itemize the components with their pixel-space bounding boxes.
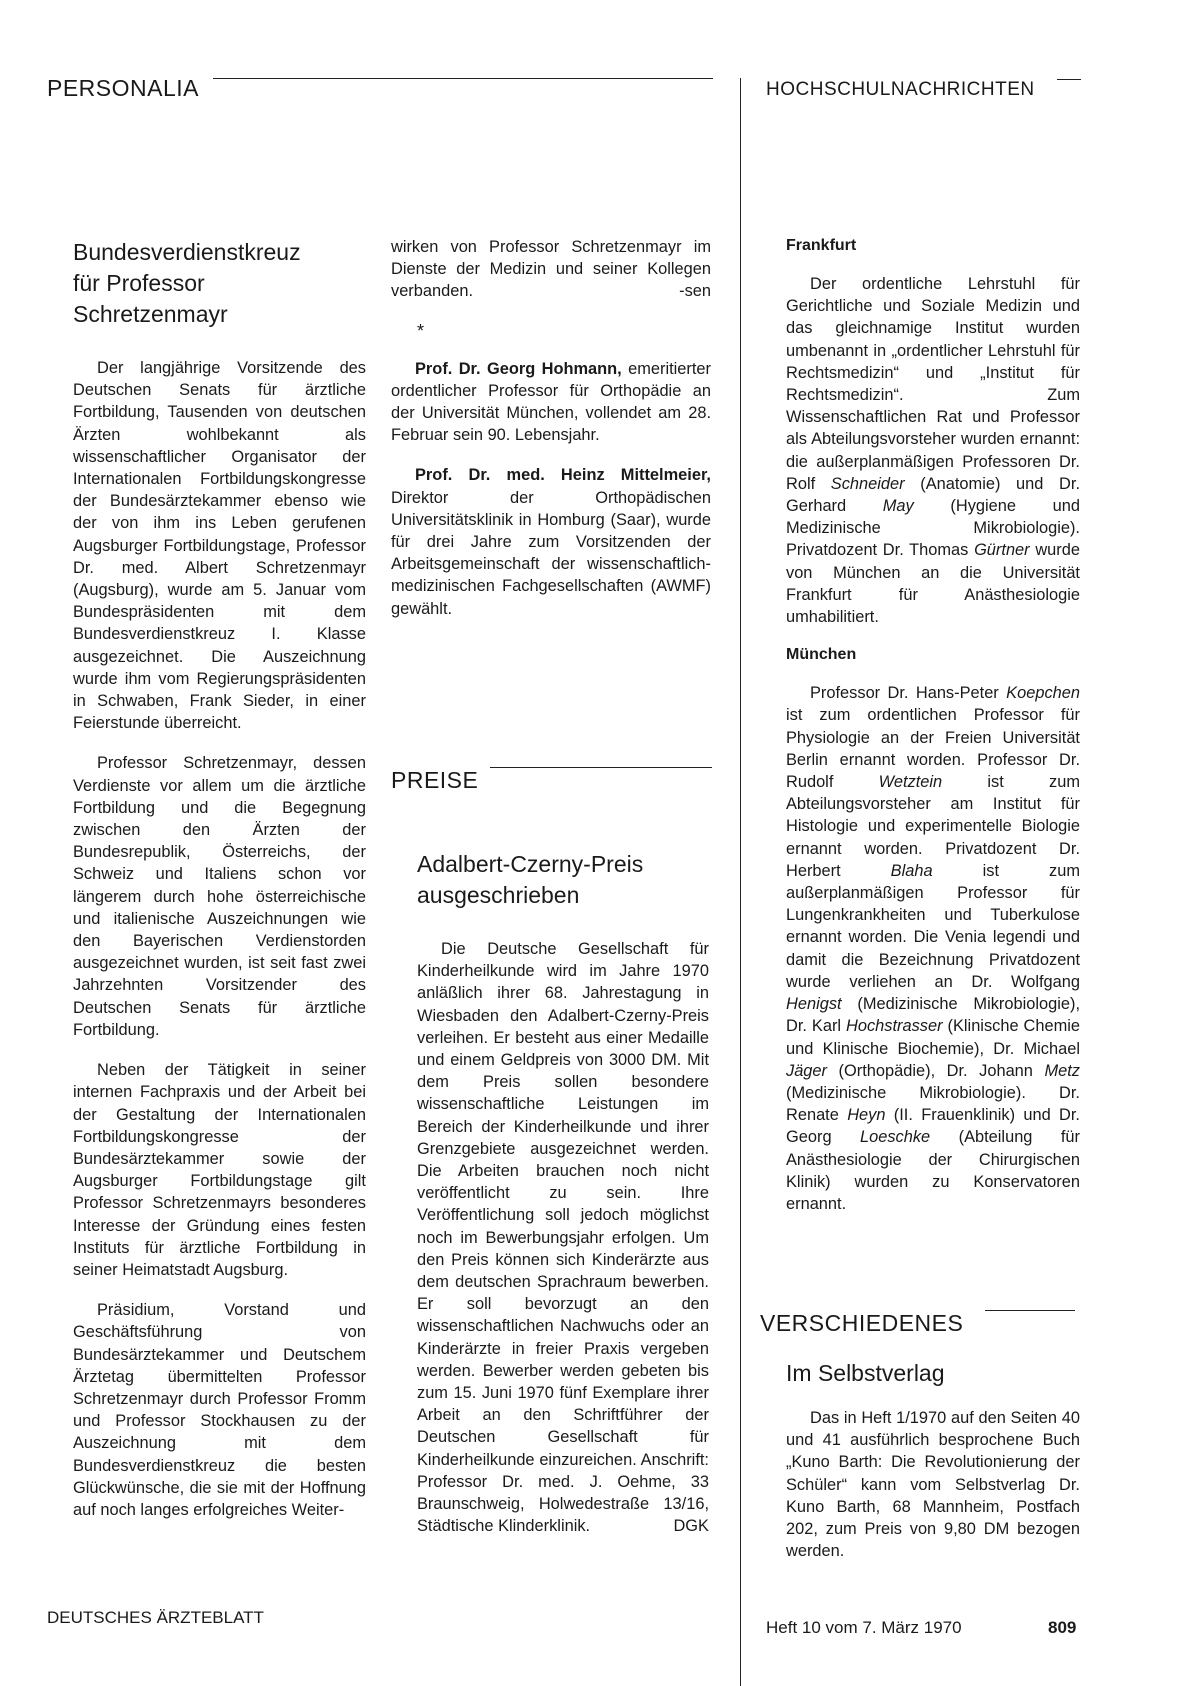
section-heading-personalia: PERSONALIA: [47, 75, 199, 101]
person-surname: Heyn: [847, 1106, 886, 1125]
section-heading-verschiedenes: VERSCHIEDENES: [760, 1310, 964, 1336]
text-run: Der ordentliche Lehrstuhl für Gerichtliche und Soziale Medizin und das gleichnamige Institut wurden umbenannt in „ordentlicher Lehrstuhl für Rechtsmedizin“ und „Institut für Rechtsmedizin“. Zum Wissenschaftlichen Rat und Professor als Abteilungsvorsteher wurden ernannt: die außerplanmäßigen Professoren Dr. Rolf: [786, 275, 1080, 493]
person-surname: Hochstrasser: [846, 1017, 943, 1036]
person-surname: Gürtner: [974, 541, 1030, 560]
column-divider: [740, 78, 741, 1686]
paragraph-mittelmeier: Prof. Dr. med. Heinz Mittelmeier, Direktor der Orthopädischen Universitätsklinik in Homburg (Saar), wurde für drei Jahre zum Vorsitzenden der Arbeitsgemeinschaft der wissenschaftlich-medizinischen Fachgesellschaften (AWMF) gewählt.: [391, 466, 711, 618]
text-run: (Abteilung für Anästhesiologie der Chirurgischen Klinik) wurden zu Konservatoren ernannt.: [786, 1128, 1080, 1213]
section-heading-hochschulnachrichten: HOCHSCHULNACHRICHTEN: [766, 79, 1035, 100]
text-run: (Klinische Chemie und Klinische Biochemie), Dr. Michael: [786, 1017, 1080, 1058]
person-surname: May: [882, 497, 914, 516]
paragraph-muenchen: [786, 682, 1080, 1215]
section-heading-preise: PREISE: [391, 767, 479, 793]
person-surname: Jäger: [786, 1061, 828, 1080]
paragraph: Neben der Tätigkeit in seiner internen Fachpraxis und der Arbeit bei der Gestaltung der Internationalen Fortbildungskongresse der Bundesärztekammer sowie der Augsburger Fortbildungstage gilt Professor Schretzenmayrs besonderes Interesse der Gründung eines festen Instituts für ärztliche Fortbildung in seiner Heimatstadt Augsburg.: [73, 1061, 366, 1279]
person-surname: Henigst: [786, 995, 842, 1014]
verschiedenes-rule: [985, 1310, 1075, 1311]
person-surname: Koepchen: [1006, 684, 1080, 703]
paragraph: Präsidium, Vorstand und Geschäftsführung von Bundesärztekammer und Deutschem Ärztetag übermittelten Professor Schretzenmayr durch Professor Fromm und Professor Stockhausen zu der Auszeichnung mit dem Bundesverdienstkreuz die besten Glückwünsche, die sie mit der Hoffnung auf noch langes erfolgreiches Weiter-: [73, 1301, 366, 1519]
city-heading-muenchen: München: [786, 646, 857, 664]
paragraph: Professor Schretzenmayr, dessen Verdienste vor allem um die ärztliche Fortbildung und die Begegnung zwischen den Ärzten der Bundesrepublik, Österreichs, der Schweiz und Italiens schon vor längerem durch hohe österreichische und italienische Auszeichnungen wie den Bayerischen Verdienstorden ausgezeichnet wurden, ist seit fast zwei Jahrzehnten Vorsitzender des Deutschen Senats für ärztliche Fortbildung.: [73, 754, 366, 1039]
paragraph-hohmann: Prof. Dr. Georg Hohmann, emeritierter ordentlicher Professor für Orthopädie an der Universität München, vollendet am 28. Februar sein 90. Lebensjahr.: [391, 359, 711, 445]
header-rule-right: [1057, 79, 1081, 80]
footer-issue: Heft 10 vom 7. März 1970: [766, 1618, 962, 1637]
page-number: 809: [1048, 1618, 1077, 1637]
person-surname: Metz: [1044, 1061, 1080, 1080]
author-signature: DGK: [673, 1517, 709, 1536]
paragraph: Der langjährige Vorsitzende des Deutschen Senats für ärztliche Fortbildung, Tausenden von deutschen Ärzten wohlbekannt als wissenschaftlicher Organisator der Internationalen Fortbildungskongresse der Bundesärztekammer ebenso wie der von ihm ins Leben gerufenen Augsburger Fortbildungstage, Professor Dr. med. Albert Schretzenmayr (Augsburg), wurde am 5. Januar vom Bundespräsidenten mit dem Bundesverdienstkreuz I. Klasse ausgezeichnet. Die Auszeichnung wurde ihm vom Regierungspräsidenten in Schwaben, Frank Sieder, in einer Feierstunde überreicht.: [73, 359, 366, 733]
column-personalia-continued: [391, 236, 711, 638]
text-run: Professor Dr. Hans-Peter: [810, 684, 1007, 703]
continuation-paragraph: wirken von Professor Schretzenmayr im Dienste der Medizin und seiner Kollegen verbanden. -sen: [391, 236, 711, 303]
person-name: Prof. Dr. Georg Hohmann,: [415, 359, 622, 378]
text-run: (II. Frauenklinik) und Dr. Georg: [786, 1106, 1080, 1147]
preise-rule: [490, 767, 712, 768]
city-heading-frankfurt: Frankfurt: [786, 237, 857, 254]
text-run: ist zum ordentlichen Professor für Physiologie an der Freien Universität Berlin ernannt worden. Professor Dr. Rudolf: [786, 706, 1080, 792]
text-run: (Hygiene und Medizinische Mikrobiologie). Privatdozent Dr. Thomas: [786, 497, 1080, 560]
person-surname: Schneider: [830, 474, 905, 493]
header-rule-left: [213, 78, 713, 79]
article-title-bundesverdienstkreuz: Bundesverdienstkreuz für Professor Schretzenmayr: [73, 239, 301, 327]
text-run: ist zum außerplanmäßigen Professor für Lungenkrankheiten und Tuberkulose ernannt worden. Die Venia legendi und damit die Bezeichnung Privatdozent wurde verliehen an Dr. Wolfgang: [786, 861, 1080, 991]
person-surname: Loeschke: [860, 1128, 931, 1147]
text-run: (Medizinische Mikrobiologie), Dr. Karl: [786, 995, 1080, 1036]
article-title-selbstverlag: Im Selbstverlag: [786, 1360, 945, 1386]
person-name: Prof. Dr. med. Heinz Mittelmeier,: [415, 466, 711, 485]
text-run: wurde von München an die Universität Frankfurt für Anästhesiologie umhabilitiert.: [786, 541, 1080, 627]
column-hochschulnachrichten: [786, 237, 1080, 1233]
text-run: (Orthopädie), Dr. Johann: [827, 1061, 1045, 1080]
person-surname: Blaha: [890, 861, 933, 880]
person-surname: Wetztein: [878, 773, 943, 792]
author-signature: -sen: [679, 282, 711, 301]
separator-star: *: [417, 320, 425, 341]
text-run: (Medizinische Mikrobiologie). Dr. Renate: [786, 1083, 1080, 1125]
paragraph: Die Deutsche Gesellschaft für Kinderheilkunde wird im Jahre 1970 anläßlich ihrer 68. Jahrestagung in Wiesbaden den Adalbert-Czerny-Preis verleihen. Er besteht aus einer Medaille und einem Geldpreis von 3000 DM. Mit dem Preis sollen besondere wissenschaftliche Leistungen im Bereich der Kinderheilkunde und ihrer Grenzgebiete ausgezeichnet werden. Die Arbeiten brauchen noch nicht veröffentlicht zu sein. Ihre Veröffentlichung soll jedoch möglichst noch im Bewerbungsjahr erfolgen. Um den Preis können sich Kinderärzte aus dem deutschen Sprachraum bewerben. Er soll bevorzugt an den wissenschaftlichen Nachwuchs oder an Kinderärzte in freier Praxis vergeben werden. Bewerber werden gebeten bis zum 15. Juni 1970 fünf Exemplare ihrer Arbeit an den Schriftführer der Deutschen Gesellschaft für Kinderheilkunde einzureichen. Anschrift: Professor Dr. med. J. Oehme, 33 Braunschweig, Holwedestraße 13/16, Städtische Klinderklinik. DGK: [417, 938, 709, 1537]
footer-journal-name: DEUTSCHES ÄRZTEBLATT: [47, 1608, 264, 1627]
text-run: (Anatomie) und Dr. Gerhard: [786, 474, 1080, 516]
paragraph-frankfurt: [786, 273, 1080, 628]
column-preise: [417, 849, 709, 1555]
text-run: ist zum Abteilungsvorsteher am Institut für Histologie und experimentelle Biologie ernannt worden. Privatdozent Dr. Herbert: [786, 773, 1081, 880]
article-title-czerny-preis: Adalbert-Czerny-Preis ausgeschrieben: [417, 851, 644, 908]
paragraph: Das in Heft 1/1970 auf den Seiten 40 und 41 ausführlich besprochene Buch „Kuno Barth: Die Revolutionierung der Schüler“ kann vom Selbstverlag Dr. Kuno Barth, 68 Mannheim, Postfach 202, zum Preis von 9,80 DM bezogen werden.: [786, 1409, 1080, 1561]
column-personalia-main: [73, 237, 366, 1539]
column-verschiedenes: [786, 1358, 1080, 1580]
